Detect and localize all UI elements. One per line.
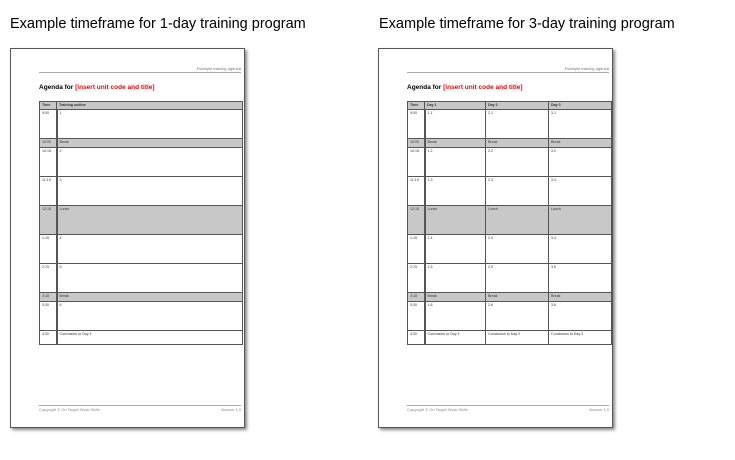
copyright: Copyright © On Target Work Skills: [39, 407, 100, 412]
page-3-day-agenda: [378, 48, 613, 428]
session-cell: 3: [57, 177, 243, 206]
version: Version 1.0: [220, 407, 241, 412]
session-cell: 3.2: [549, 148, 612, 177]
session-cell: Break: [549, 139, 612, 148]
session-cell: 1: [57, 110, 243, 139]
time-cell: 10:15: [408, 148, 425, 177]
time-cell: 4:30: [40, 331, 57, 345]
time-cell: 2:15: [408, 264, 425, 293]
column-header: Day 1: [425, 102, 486, 110]
session-cell: Break: [425, 139, 486, 148]
session-cell: 2.1: [486, 110, 549, 139]
time-cell: 1:15: [408, 235, 425, 264]
caption-3-day: Example timeframe for 3-day training program: [379, 16, 675, 32]
session-cell: 1.4: [425, 235, 486, 264]
session-cell: Break: [57, 293, 243, 302]
session-cell: 1.5: [425, 264, 486, 293]
time-cell: 3:30: [408, 302, 425, 331]
session-cell: 3.4: [549, 235, 612, 264]
session-cell: 2.2: [486, 148, 549, 177]
table-row: [408, 331, 612, 345]
title-placeholder: [insert unit code and title]: [443, 84, 523, 91]
agenda-title: [407, 84, 523, 91]
table-row: [408, 148, 612, 177]
session-cell: Lunch: [486, 206, 549, 235]
table-row: [40, 148, 243, 177]
table-row: [408, 264, 612, 293]
time-cell: 9:00: [408, 110, 425, 139]
table-row: [408, 293, 612, 302]
time-cell: 3:15: [40, 293, 57, 302]
session-cell: Conclusion to Day 1: [425, 331, 486, 345]
time-cell: 11:15: [408, 177, 425, 206]
table-row: [40, 110, 243, 139]
session-cell: Break: [57, 139, 243, 148]
session-cell: Break: [549, 293, 612, 302]
session-cell: 1.1: [425, 110, 486, 139]
session-cell: Break: [425, 293, 486, 302]
time-cell: 10:15: [40, 148, 57, 177]
table-row: [408, 110, 612, 139]
session-cell: 4: [57, 235, 243, 264]
session-cell: Lunch: [549, 206, 612, 235]
session-cell: Conclusion to Day 2: [486, 331, 549, 345]
time-cell: 4:30: [408, 331, 425, 345]
page-header: Example training agenda: [39, 66, 241, 73]
session-cell: 6: [57, 302, 243, 331]
session-cell: Lunch: [57, 206, 243, 235]
time-cell: 11:15: [40, 177, 57, 206]
table-header: [40, 102, 243, 110]
session-cell: 2.3: [486, 177, 549, 206]
agenda-table: [407, 101, 612, 345]
session-cell: Conclusion to Day 1: [57, 331, 243, 345]
session-cell: 3.5: [549, 264, 612, 293]
page-1-day-agenda: [10, 48, 245, 428]
time-cell: 3:30: [40, 302, 57, 331]
session-cell: 2: [57, 148, 243, 177]
page-footer: [39, 405, 241, 412]
table-row: [408, 206, 612, 235]
copyright: Copyright © On Target Work Skills: [407, 407, 468, 412]
time-cell: 12:15: [40, 206, 57, 235]
session-cell: 2.4: [486, 235, 549, 264]
session-cell: 3.3: [549, 177, 612, 206]
agenda-table: [39, 101, 243, 345]
time-cell: 10:00: [408, 139, 425, 148]
table-row: [40, 264, 243, 293]
session-cell: 5: [57, 264, 243, 293]
table-row: [40, 177, 243, 206]
time-cell: 1:15: [40, 235, 57, 264]
time-cell: 9:00: [40, 110, 57, 139]
time-cell: 3:15: [408, 293, 425, 302]
version: Version 1.0: [588, 407, 609, 412]
session-cell: Break: [486, 293, 549, 302]
table-row: [40, 293, 243, 302]
caption-1-day: Example timeframe for 1-day training program: [10, 16, 306, 32]
session-cell: Conclusion to Day 3: [549, 331, 612, 345]
table-row: [40, 206, 243, 235]
time-cell: 2:15: [40, 264, 57, 293]
session-cell: 1.6: [425, 302, 486, 331]
time-cell: 10:00: [40, 139, 57, 148]
session-cell: 2.5: [486, 264, 549, 293]
session-cell: Lunch: [425, 206, 486, 235]
table-row: [408, 302, 612, 331]
table-row: [40, 331, 243, 345]
time-cell: 12:15: [408, 206, 425, 235]
title-prefix: Agenda for: [39, 84, 76, 91]
page-footer: [407, 405, 609, 412]
session-cell: Break: [486, 139, 549, 148]
column-header: Training outline: [57, 102, 243, 110]
table-row: [408, 235, 612, 264]
title-placeholder: [insert unit code and title]: [75, 84, 155, 91]
session-cell: 1.2: [425, 148, 486, 177]
table-row: [40, 302, 243, 331]
agenda-title: [39, 84, 155, 91]
table-row: [40, 235, 243, 264]
column-header: Time: [40, 102, 57, 110]
column-header: Day 2: [486, 102, 549, 110]
column-header: Time: [408, 102, 425, 110]
table-row: [408, 177, 612, 206]
session-cell: 2.6: [486, 302, 549, 331]
session-cell: 1.3: [425, 177, 486, 206]
table-header: [408, 102, 612, 110]
session-cell: 3.6: [549, 302, 612, 331]
table-row: [40, 139, 243, 148]
session-cell: 3.1: [549, 110, 612, 139]
column-header: Day 3: [549, 102, 612, 110]
page-header: Example training agenda: [407, 66, 609, 73]
table-row: [408, 139, 612, 148]
title-prefix: Agenda for: [407, 84, 444, 91]
